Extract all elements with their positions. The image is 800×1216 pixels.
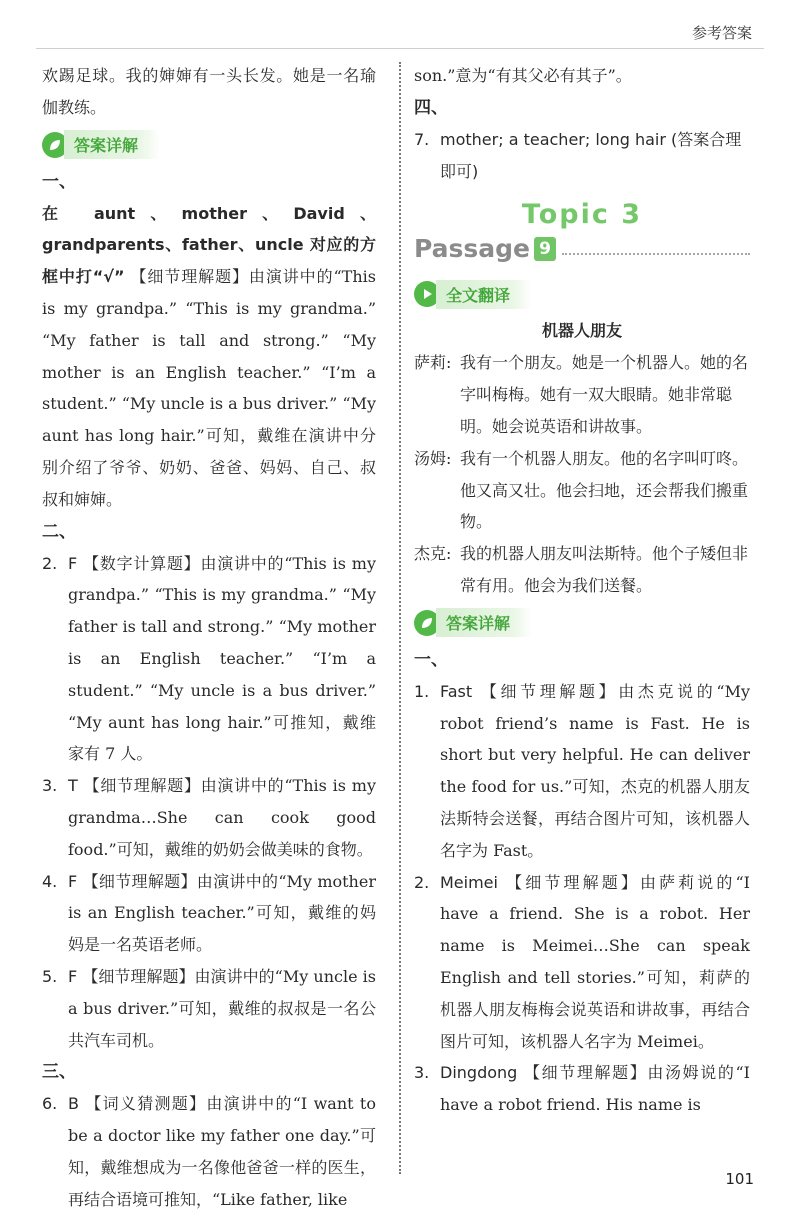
speaker-name: 汤姆:	[414, 448, 452, 468]
item-answer: F	[68, 553, 78, 573]
item-number: 3.	[414, 1063, 430, 1083]
dialog-line-1	[414, 347, 750, 442]
banner-label: 答案详解	[436, 608, 532, 637]
passage-number-badge: 9	[534, 237, 556, 261]
column-divider	[399, 62, 401, 1174]
page-number: 101	[725, 1170, 754, 1188]
banner-label: 答案详解	[64, 130, 160, 159]
answer-item-6	[42, 1088, 376, 1215]
answer-item-3	[42, 770, 376, 865]
translation-banner	[414, 279, 532, 309]
question-type-tag: 【细节理解题】	[82, 871, 197, 891]
item-explanation: 由演讲中的“This is my grandpa.” “This is my grandma.” “My father is tall and strong.” “My mother is an English teacher.” “I’m a student.” “My uncle is a bus driver.” “My aunt has long hair.”可推知，戴维家有 7 人。	[68, 553, 376, 764]
question-type-tag: 【细节理解题】	[83, 776, 201, 796]
question-type-tag: 【细节理解题】	[130, 267, 249, 287]
item-explanation: 由演讲中的“My uncle is a bus driver.”可知，戴维的叔叔是一名公共汽车司机。	[68, 966, 376, 1050]
dialog-text: 我的机器人朋友叫法斯特。他个子矮但非常有用。他会为我们送餐。	[460, 544, 749, 595]
item-answer: Meimei	[440, 872, 498, 892]
passage-dotted-rule	[562, 243, 750, 255]
question-type-tag: 【细节理解题】	[82, 966, 195, 986]
item-explanation: 由杰克说的“My robot friend’s name is Fast. He is short but very helpful. He can deliver the food for us.”可知，杰克的机器人朋友法斯特会送餐，再结合图片可知，该机器人名字为 Fast。	[440, 681, 750, 860]
item-number: 1.	[414, 681, 430, 701]
topic-heading: Topic 3	[521, 199, 643, 231]
speaker-name: 杰克:	[414, 544, 452, 564]
item-explanation: 由演讲中的“This is my grandma…She can cook good food.”可知，戴维的奶奶会做美味的食物。	[68, 776, 376, 859]
answer-detail-banner	[414, 608, 532, 638]
answer-detail-banner	[42, 130, 160, 160]
answer-item-2	[414, 867, 750, 1058]
question-type-tag: 【细节理解题】	[524, 1063, 648, 1083]
answer-item-3	[414, 1057, 750, 1121]
dialog-line-3	[414, 538, 750, 602]
item-number: 4.	[42, 871, 58, 891]
section-heading-1: 一、	[42, 171, 76, 192]
passage-heading	[414, 234, 750, 263]
right-column	[414, 60, 750, 1121]
answer-item-5	[42, 961, 376, 1056]
item-answer: Dingdong	[440, 1063, 518, 1083]
section1-instruction: 在 aunt、mother、David、grandparents、father、uncle 对应的方框中打“√”	[42, 203, 376, 287]
section-heading-3: 三、	[42, 1062, 76, 1083]
left-column	[42, 60, 376, 1216]
continued-text: son.”意为“有其父必有其子”。	[414, 66, 632, 85]
question-type-tag: 【数字计算题】	[83, 553, 201, 573]
item-answer: F	[68, 871, 78, 891]
item-explanation: 由演讲中的“My mother is an English teacher.”可知，戴维的妈妈是一名英语老师。	[68, 871, 376, 955]
intro-paragraph: 欢踢足球。我的婶婶有一头长发。她是一名瑜伽教练。	[42, 66, 376, 117]
section-heading-2: 二、	[42, 521, 76, 542]
answer-item-2	[42, 548, 376, 771]
answer-item-1	[414, 676, 750, 867]
question-type-tag: 【词义猜测题】	[85, 1094, 207, 1114]
item-number: 6.	[42, 1094, 58, 1114]
question-type-tag: 【细节理解题】	[480, 681, 619, 701]
banner-label: 全文翻译	[436, 280, 532, 309]
item-number: 7.	[414, 129, 430, 149]
item-number: 5.	[42, 966, 58, 986]
running-header: 参考答案	[691, 24, 752, 42]
question-type-tag: 【细节理解题】	[506, 872, 640, 892]
section1-answer	[42, 198, 376, 516]
dialog-text: 我有一个机器人朋友。他的名字叫叮咚。他又高又壮。他会扫地，还会帮我们搬重物。	[460, 448, 749, 532]
speaker-name: 萨莉:	[414, 353, 452, 373]
item-answer: Fast	[440, 681, 473, 701]
dialog-text: 我有一个朋友。她是一个机器人。她的名字叫梅梅。她有一双大眼睛。她非常聪明。她会说英语和讲故事。	[460, 353, 749, 436]
passage-label: Passage	[414, 234, 531, 264]
answer-item-4	[42, 866, 376, 961]
item-number: 2.	[414, 872, 430, 892]
section1-explanation: 由演讲中的“This is my grandpa.” “This is my grandma.” “My father is tall and strong.” “My mother is an English teacher.” “I’m a student.” “My uncle is a bus driver.” “My aunt has long hair.”可知，戴维在演讲中分别介绍了爷爷、奶奶、爸爸、妈妈、自己、叔叔和婶婶。	[42, 267, 376, 509]
item-number: 3.	[42, 776, 58, 796]
item-explanation: 由演讲中的“I want to be a doctor like my father one day.”可知，戴维想成为一名像他爸爸一样的医生，再结合语境可推知，“Like father, like	[68, 1094, 376, 1209]
section-heading-4: 四、	[414, 97, 448, 118]
dialog-line-2	[414, 443, 750, 538]
item-explanation: mother; a teacher; long hair (答案合理即可)	[440, 129, 742, 181]
item-explanation: 由汤姆说的“I have a robot friend. His name is	[440, 1063, 750, 1115]
item-number: 2.	[42, 553, 58, 573]
translation-title: 机器人朋友	[541, 321, 622, 341]
header-rule	[36, 48, 764, 49]
answer-item-7	[414, 124, 750, 188]
item-explanation: 由萨莉说的“I have a friend. She is a robot. Her name is Meimei…She can speak English and tell stories.”可知，莉萨的机器人朋友梅梅会说英语和讲故事，再结合图片可知，该机器人名字为 Meimei。	[440, 872, 750, 1051]
item-answer: B	[68, 1094, 79, 1114]
item-answer: F	[68, 966, 78, 986]
section-heading-1: 一、	[414, 649, 448, 670]
item-answer: T	[68, 776, 78, 796]
